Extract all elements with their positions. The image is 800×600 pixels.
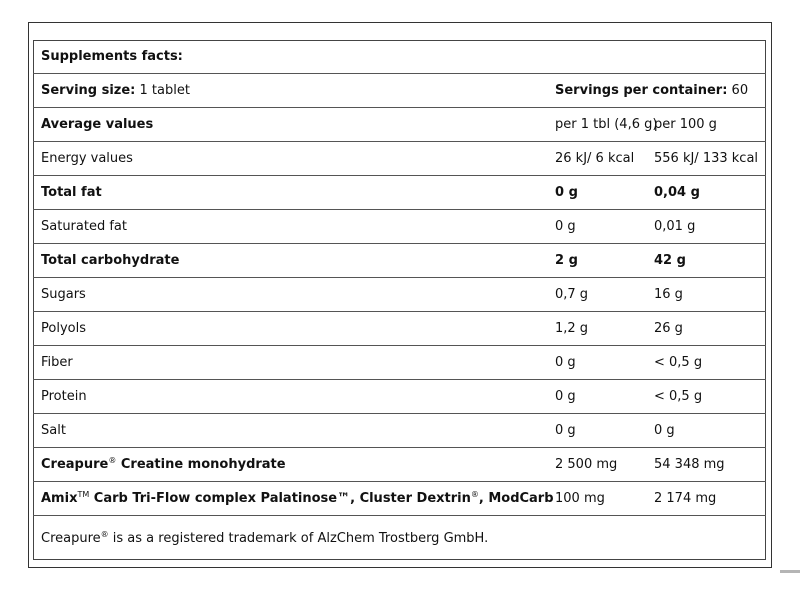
creapure-ingredient: Creatine monohydrate <box>116 457 286 472</box>
nutrient-per-100g: < 0,5 g <box>654 355 703 370</box>
creapure-per-tbl: 2 500 mg <box>555 457 618 472</box>
amix-complex: Carb Tri-Flow complex Palatinose™, Cluster Dextrin <box>89 491 471 506</box>
nutrient-name: Saturated fat <box>41 219 127 234</box>
nutrient-per-100g: 26 g <box>654 321 683 336</box>
nutrient-per-tbl: 0 g <box>555 219 576 234</box>
nutrient-name: Sugars <box>41 287 86 302</box>
nutrient-per-100g: < 0,5 g <box>654 389 703 404</box>
nutrient-name: Fiber <box>41 355 73 370</box>
serving-size-value: 1 tablet <box>135 83 190 98</box>
table-row <box>33 176 766 210</box>
nutrient-name: Energy values <box>41 151 133 166</box>
amix-name <box>41 482 554 515</box>
amix-row <box>33 482 766 516</box>
servings-per-container-value: 60 <box>727 83 749 98</box>
average-values-row <box>33 108 766 142</box>
servings-per-container-label: Servings per container: <box>555 83 728 98</box>
table-title: Supplements facts: <box>41 49 183 64</box>
creapure-brand: Creapure <box>41 457 109 472</box>
nutrient-per-tbl: 26 kJ/ 6 kcal <box>555 151 635 166</box>
table-row <box>33 278 766 312</box>
nutrient-name: Protein <box>41 389 87 404</box>
nutrient-name: Total fat <box>41 185 102 200</box>
serving-row <box>33 74 766 108</box>
registered-mark: ® <box>470 490 479 499</box>
footnote-text: is as a registered trademark of AlzChem Trostberg GmbH. <box>108 531 489 546</box>
trademark-mark: TM <box>77 490 90 499</box>
nutrient-per-100g: 0 g <box>654 423 675 438</box>
creapure-per-100g: 54 348 mg <box>654 457 725 472</box>
nutrient-per-100g: 556 kJ/ 133 kcal <box>654 151 759 166</box>
table-row <box>33 346 766 380</box>
nutrient-name: Total carbohydrate <box>41 253 180 268</box>
nutrient-name: Salt <box>41 423 66 438</box>
nutrient-name: Polyols <box>41 321 86 336</box>
amix-per-tbl: 100 mg <box>555 491 605 506</box>
table-row <box>33 380 766 414</box>
nutrient-per-100g: 16 g <box>654 287 683 302</box>
nutrient-per-tbl: 0 g <box>555 423 576 438</box>
registered-mark: ® <box>108 456 117 465</box>
per-100g-header: per 100 g <box>654 117 717 132</box>
table-row <box>33 210 766 244</box>
nutrient-per-tbl: 0 g <box>555 355 576 370</box>
nutrient-per-tbl: 0,7 g <box>555 287 589 302</box>
title-row <box>33 40 766 74</box>
trademark-footnote <box>41 524 488 558</box>
amix-modcarb: , ModCarb <box>478 491 554 506</box>
serving-size <box>41 74 190 107</box>
table-row <box>33 244 766 278</box>
creapure-row <box>33 448 766 482</box>
table-row <box>33 414 766 448</box>
nutrient-per-100g: 42 g <box>654 253 686 268</box>
scrollbar-indicator <box>780 570 800 573</box>
nutrient-per-tbl: 0 g <box>555 185 578 200</box>
table-row <box>33 142 766 176</box>
nutrient-per-tbl: 1,2 g <box>555 321 589 336</box>
per-tbl-header: per 1 tbl (4,6 g) <box>555 117 658 132</box>
nutrient-per-tbl: 0 g <box>555 389 576 404</box>
servings-per-container <box>555 74 748 107</box>
footnote-brand: Creapure <box>41 531 101 546</box>
registered-mark: ® <box>100 530 109 539</box>
average-values-label: Average values <box>41 117 154 132</box>
serving-size-label: Serving size: <box>41 83 136 98</box>
nutrient-per-100g: 0,04 g <box>654 185 700 200</box>
table-row <box>33 312 766 346</box>
nutrient-per-100g: 0,01 g <box>654 219 696 234</box>
nutrient-per-tbl: 2 g <box>555 253 578 268</box>
amix-per-100g: 2 174 mg <box>654 491 717 506</box>
amix-brand: Amix <box>41 491 78 506</box>
creapure-name <box>41 448 286 481</box>
